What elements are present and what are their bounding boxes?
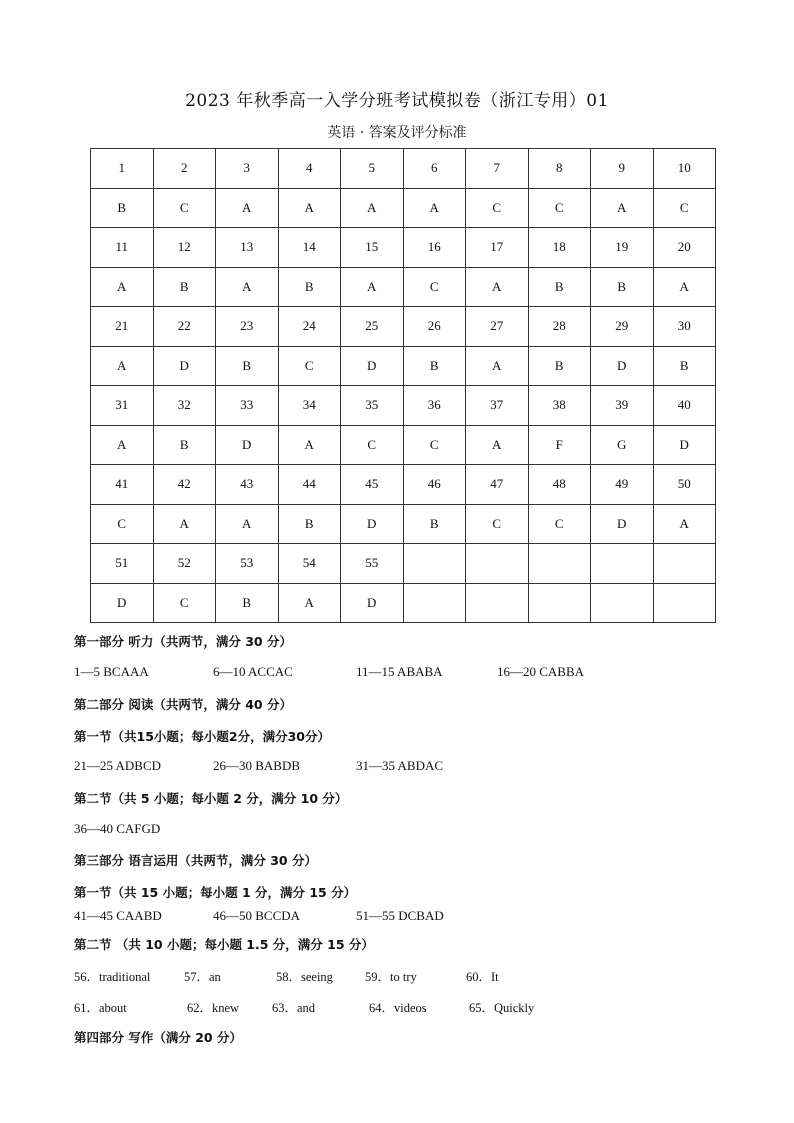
question-number-row <box>91 228 716 268</box>
answer-cell: A <box>653 267 716 307</box>
question-number-cell: 50 <box>653 465 716 505</box>
answer-cell: B <box>216 346 279 386</box>
answer-cell <box>653 583 716 623</box>
question-number-cell: 30 <box>653 307 716 347</box>
answer-cell: A <box>466 425 529 465</box>
question-number-cell: 14 <box>278 228 341 268</box>
question-number-cell: 8 <box>528 149 591 189</box>
answer-cell: A <box>216 267 279 307</box>
question-number-cell: 13 <box>216 228 279 268</box>
question-number-cell: 25 <box>341 307 404 347</box>
answer-cell: B <box>528 267 591 307</box>
question-number-cell: 28 <box>528 307 591 347</box>
answer-cell: D <box>341 583 404 623</box>
answer-item: 56．traditional <box>74 970 151 984</box>
question-number-cell: 31 <box>91 386 154 426</box>
answer-cell: A <box>341 267 404 307</box>
question-number-cell: 46 <box>403 465 466 505</box>
answer-cell: A <box>153 504 216 544</box>
answer-item: 60．It <box>466 970 499 984</box>
answer-cell: B <box>591 267 654 307</box>
page-title: 2023 年秋季高一入学分班考试模拟卷（浙江专用）01 <box>185 91 609 111</box>
part2-section1-heading: 第一节（共15小题；每小题2分，满分30分） <box>74 729 330 744</box>
question-number-cell: 7 <box>466 149 529 189</box>
answer-cell: D <box>91 583 154 623</box>
answer-cell: A <box>278 425 341 465</box>
part3-heading: 第三部分 语言运用（共两节，满分 30 分） <box>74 853 317 868</box>
answer-item: 62．knew <box>187 1001 240 1015</box>
answer-cell: D <box>591 346 654 386</box>
answer-group: 26—30 BABDB <box>213 758 301 773</box>
answer-cell: B <box>278 267 341 307</box>
question-number-cell: 15 <box>341 228 404 268</box>
answer-cell: A <box>278 188 341 228</box>
answer-cell: A <box>466 346 529 386</box>
answer-cell: B <box>278 504 341 544</box>
question-number-cell: 10 <box>653 149 716 189</box>
question-number-cell <box>466 544 529 584</box>
answer-group: 46—50 BCCDA <box>213 908 301 923</box>
answer-cell: C <box>341 425 404 465</box>
answer-item: 63．and <box>272 1001 316 1015</box>
answer-cell: B <box>91 188 154 228</box>
answer-cell: D <box>591 504 654 544</box>
answer-row <box>91 188 716 228</box>
question-number-cell: 3 <box>216 149 279 189</box>
question-number-cell <box>528 544 591 584</box>
answer-cell: C <box>153 188 216 228</box>
answer-cell: B <box>153 267 216 307</box>
answer-cell <box>591 583 654 623</box>
question-number-row <box>91 544 716 584</box>
answer-cell: A <box>341 188 404 228</box>
question-number-cell: 17 <box>466 228 529 268</box>
answer-cell: D <box>341 346 404 386</box>
question-number-cell: 9 <box>591 149 654 189</box>
answer-cell: D <box>341 504 404 544</box>
question-number-row <box>91 386 716 426</box>
answer-item: 65．Quickly <box>469 1001 535 1015</box>
question-number-cell: 23 <box>216 307 279 347</box>
answer-group: 11—15 ABABA <box>356 664 443 679</box>
answer-cell: B <box>153 425 216 465</box>
answer-group: 21—25 ADBCD <box>74 758 162 773</box>
answer-group: 6—10 ACCAC <box>213 664 293 679</box>
question-number-cell: 38 <box>528 386 591 426</box>
answer-cell: A <box>216 504 279 544</box>
answer-item: 58．seeing <box>276 970 333 984</box>
answer-cell: G <box>591 425 654 465</box>
question-number-row <box>91 465 716 505</box>
answer-group: 51—55 DCBAD <box>356 908 444 923</box>
question-number-cell: 5 <box>341 149 404 189</box>
answer-cell: B <box>403 504 466 544</box>
answer-item: 57．an <box>184 970 221 984</box>
answer-item: 64．videos <box>369 1001 427 1015</box>
answer-cell: F <box>528 425 591 465</box>
answer-cell: B <box>528 346 591 386</box>
question-number-cell: 37 <box>466 386 529 426</box>
part3-section1-heading: 第一节（共 15 小题；每小题 1 分，满分 15 分） <box>74 885 357 900</box>
question-number-cell: 36 <box>403 386 466 426</box>
answer-item: 59．to try <box>365 970 417 984</box>
question-number-cell: 11 <box>91 228 154 268</box>
answer-row <box>91 267 716 307</box>
question-number-cell: 32 <box>153 386 216 426</box>
answer-cell: C <box>528 504 591 544</box>
answer-cell: C <box>466 188 529 228</box>
answer-cell: A <box>91 267 154 307</box>
question-number-cell: 52 <box>153 544 216 584</box>
answer-cell: C <box>528 188 591 228</box>
question-number-cell: 19 <box>591 228 654 268</box>
part2-section2-heading: 第二节（共 5 小题；每小题 2 分，满分 10 分） <box>74 791 348 806</box>
question-number-cell: 26 <box>403 307 466 347</box>
question-number-cell: 45 <box>341 465 404 505</box>
question-number-cell: 27 <box>466 307 529 347</box>
question-number-cell: 48 <box>528 465 591 505</box>
question-number-cell: 2 <box>153 149 216 189</box>
answer-group: 36—40 CAFGD <box>74 821 161 836</box>
answer-group: 31—35 ABDAC <box>356 758 444 773</box>
part3-section2-heading: 第二节 （共 10 小题；每小题 1.5 分，满分 15 分） <box>74 937 374 952</box>
part2-heading: 第二部分 阅读（共两节，满分 40 分） <box>74 697 292 712</box>
answer-cell: B <box>403 346 466 386</box>
answer-cell: D <box>153 346 216 386</box>
answer-cell: D <box>216 425 279 465</box>
answer-group: 16—20 CABBA <box>497 664 585 679</box>
question-number-cell: 43 <box>216 465 279 505</box>
question-number-cell: 24 <box>278 307 341 347</box>
question-number-row <box>91 307 716 347</box>
answer-cell: C <box>466 504 529 544</box>
question-number-cell: 55 <box>341 544 404 584</box>
answer-cell <box>466 583 529 623</box>
answer-item: 61．about <box>74 1001 127 1015</box>
answer-cell: B <box>216 583 279 623</box>
answer-cell: A <box>278 583 341 623</box>
part1-heading: 第一部分 听力（共两节，满分 30 分） <box>74 634 292 649</box>
question-number-cell: 54 <box>278 544 341 584</box>
question-number-cell: 44 <box>278 465 341 505</box>
answer-group: 1—5 BCAAA <box>74 664 149 679</box>
question-number-cell: 49 <box>591 465 654 505</box>
question-number-cell: 6 <box>403 149 466 189</box>
question-number-cell: 42 <box>153 465 216 505</box>
question-number-cell: 22 <box>153 307 216 347</box>
answer-cell: A <box>653 504 716 544</box>
question-number-cell: 47 <box>466 465 529 505</box>
question-number-cell: 20 <box>653 228 716 268</box>
question-number-cell: 4 <box>278 149 341 189</box>
answer-cell: D <box>653 425 716 465</box>
question-number-cell: 16 <box>403 228 466 268</box>
answer-row <box>91 346 716 386</box>
answer-cell: C <box>153 583 216 623</box>
question-number-cell: 12 <box>153 228 216 268</box>
answer-cell: A <box>591 188 654 228</box>
answer-cell: B <box>653 346 716 386</box>
page-subtitle: 英语 · 答案及评分标准 <box>327 125 467 141</box>
question-number-cell <box>591 544 654 584</box>
question-number-cell: 39 <box>591 386 654 426</box>
question-number-cell: 53 <box>216 544 279 584</box>
question-number-cell: 18 <box>528 228 591 268</box>
answer-cell: C <box>403 425 466 465</box>
answer-group: 41—45 CAABD <box>74 908 162 923</box>
answer-cell: A <box>216 188 279 228</box>
question-number-cell: 29 <box>591 307 654 347</box>
question-number-cell: 33 <box>216 386 279 426</box>
question-number-cell: 40 <box>653 386 716 426</box>
question-number-cell: 21 <box>91 307 154 347</box>
answer-cell: C <box>403 267 466 307</box>
answer-cell: A <box>403 188 466 228</box>
answer-cell: A <box>91 346 154 386</box>
answer-row <box>91 583 716 623</box>
question-number-cell: 1 <box>91 149 154 189</box>
answer-cell <box>528 583 591 623</box>
question-number-cell <box>653 544 716 584</box>
question-number-cell: 41 <box>91 465 154 505</box>
answer-row <box>91 504 716 544</box>
question-number-cell: 34 <box>278 386 341 426</box>
answer-table <box>90 148 716 623</box>
answer-cell: C <box>278 346 341 386</box>
answer-cell: A <box>466 267 529 307</box>
answer-cell: C <box>91 504 154 544</box>
question-number-row <box>91 149 716 189</box>
answer-row <box>91 425 716 465</box>
question-number-cell: 35 <box>341 386 404 426</box>
question-number-cell: 51 <box>91 544 154 584</box>
question-number-cell <box>403 544 466 584</box>
answer-cell: A <box>91 425 154 465</box>
answer-cell <box>403 583 466 623</box>
answer-cell: C <box>653 188 716 228</box>
part4-heading: 第四部分 写作（满分 20 分） <box>74 1030 242 1045</box>
